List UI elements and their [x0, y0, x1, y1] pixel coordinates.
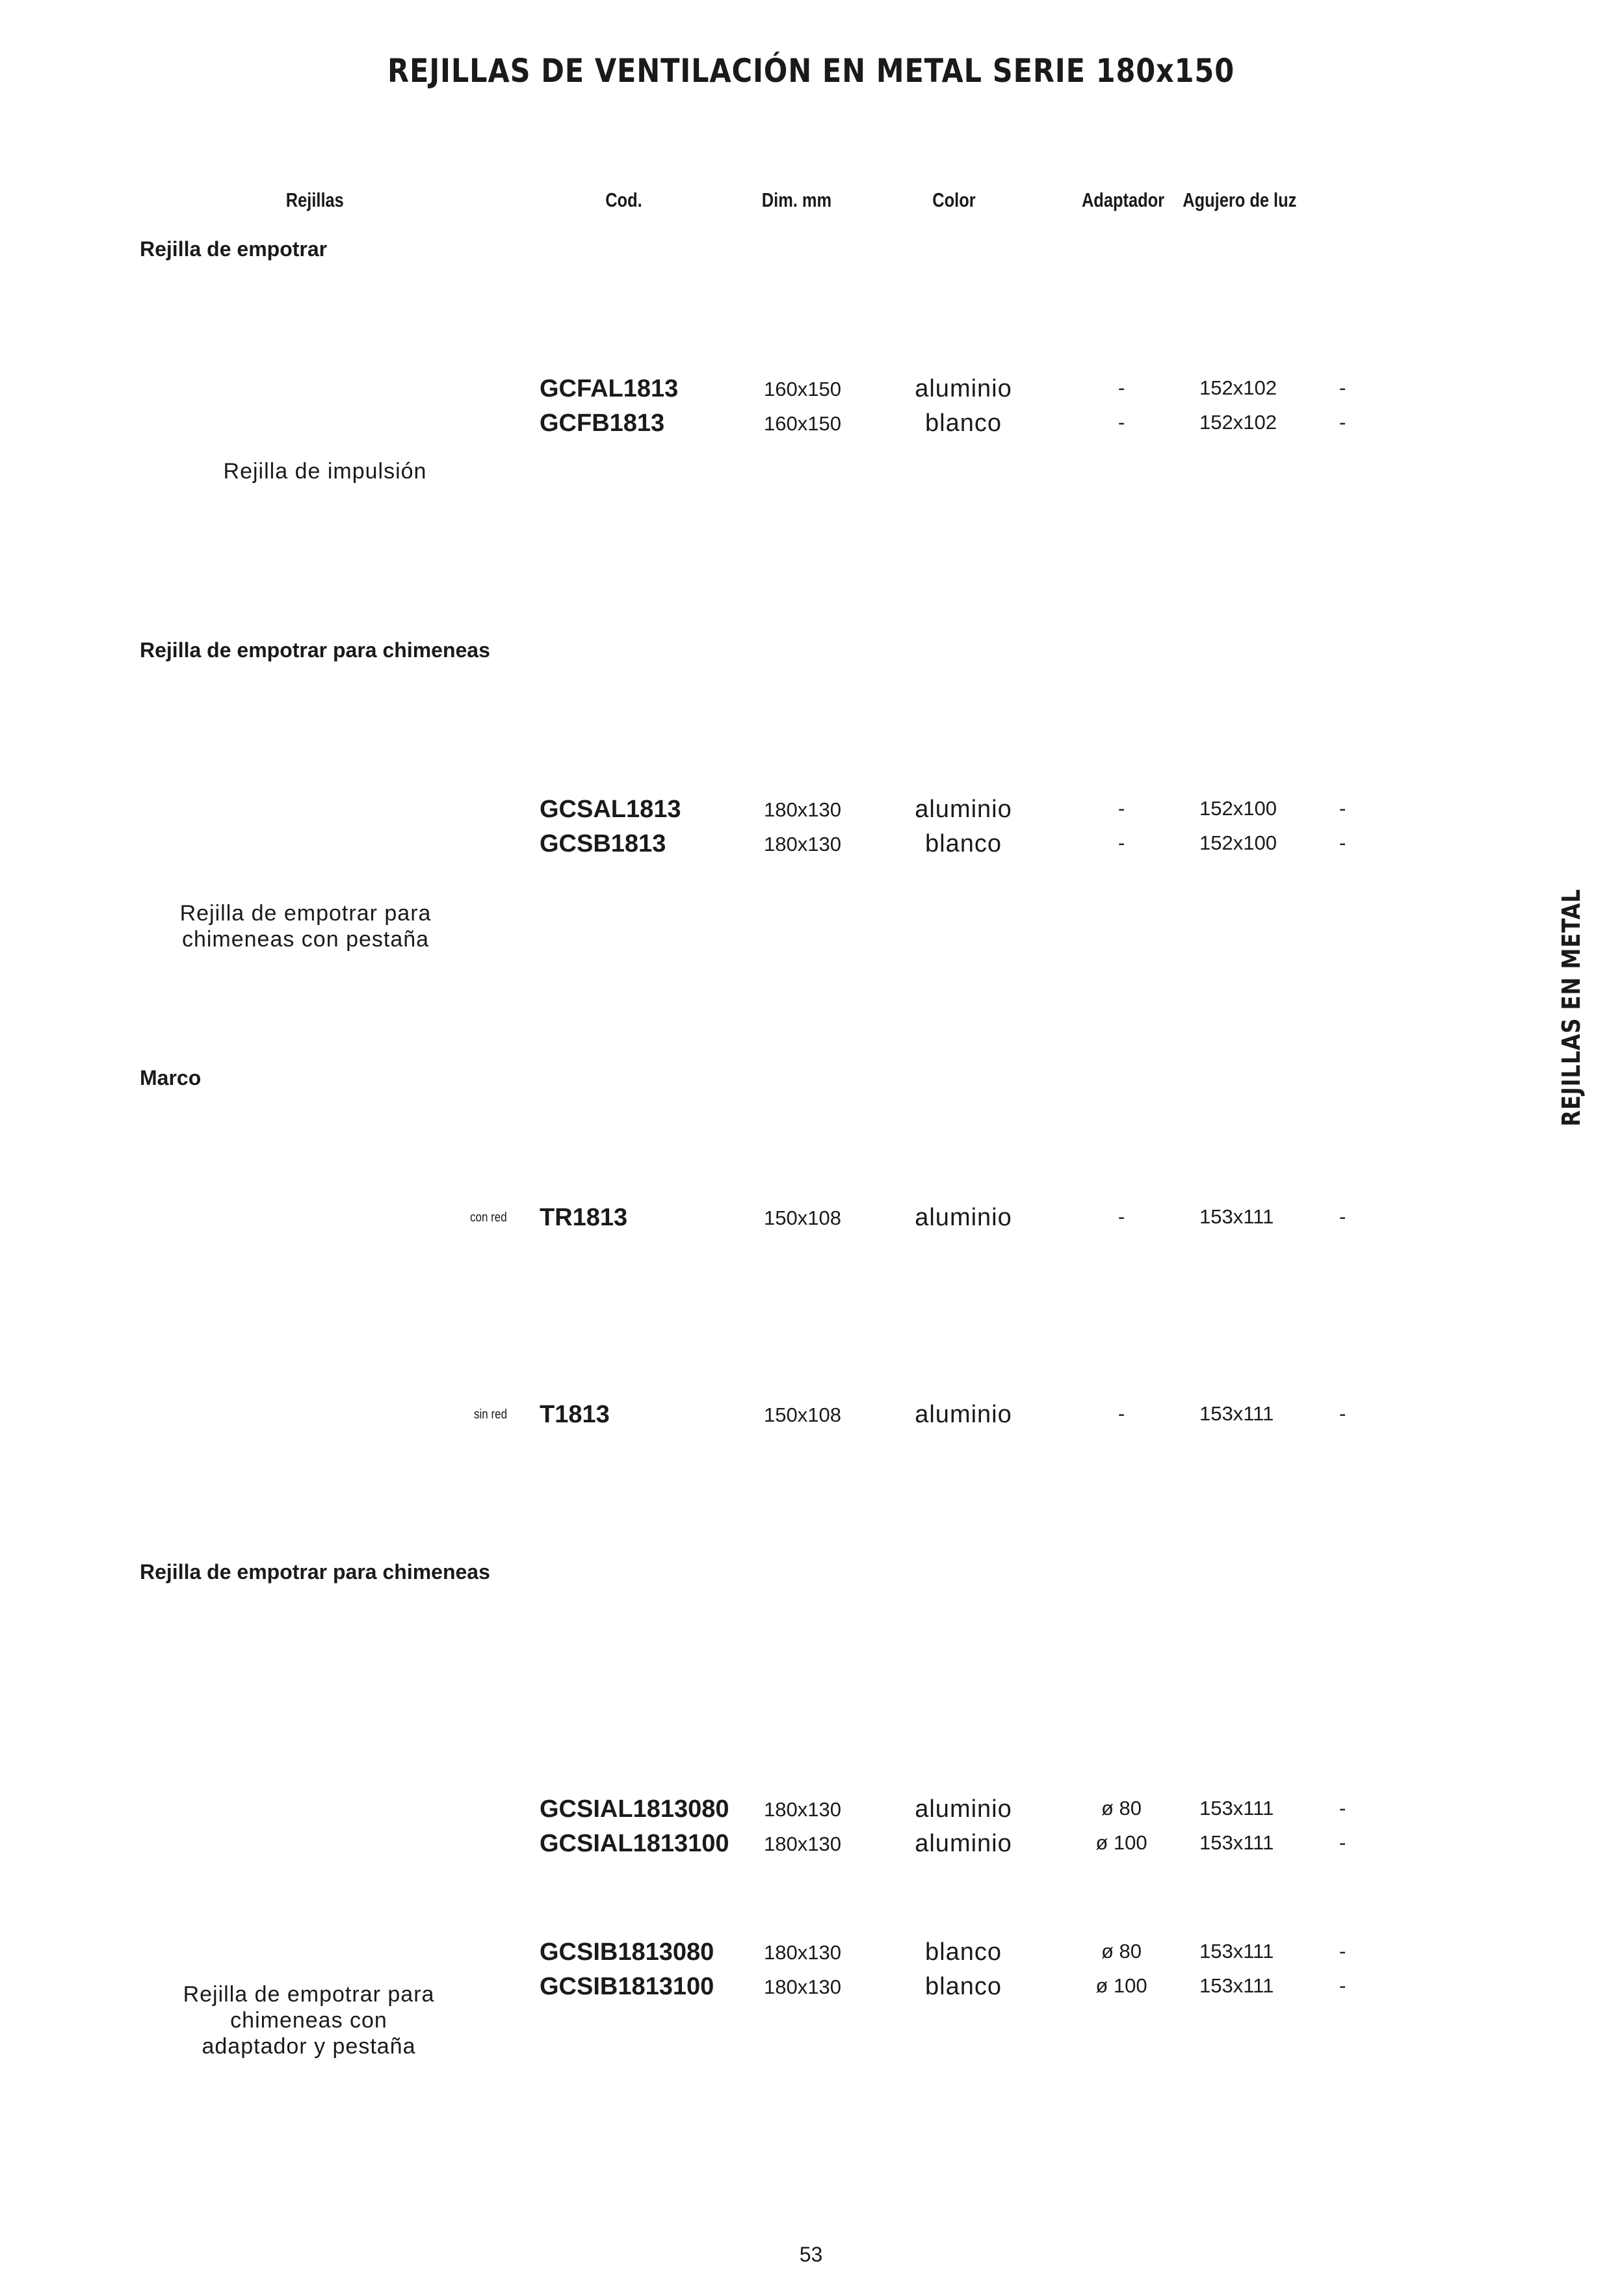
adapter-value: - [1118, 411, 1125, 434]
variant-note: sin red [473, 1407, 507, 1422]
extra-value: - [1339, 1974, 1346, 1997]
page-title: REJILLAS DE VENTILACIÓN EN METAL SERIE 180x150 [387, 52, 1235, 90]
adapter-value: - [1118, 1402, 1125, 1425]
extra-value: - [1339, 1831, 1346, 1854]
product-code: GCSAL1813 [540, 796, 681, 823]
color-value: aluminio [915, 1795, 1012, 1823]
product-code: GCSIAL1813100 [540, 1830, 729, 1857]
hole-size: 152x102 [1199, 376, 1277, 399]
adapter-value: ø 100 [1095, 1974, 1147, 1997]
hole-size: 153x111 [1199, 1831, 1274, 1854]
product-code: TR1813 [540, 1204, 628, 1231]
adapter-value: - [1118, 797, 1125, 820]
product-caption: Rejilla de impulsión [223, 459, 427, 484]
color-value: blanco [925, 410, 1002, 437]
extra-value: - [1339, 411, 1346, 434]
hole-size: 152x102 [1199, 411, 1277, 434]
dimension: 150x108 [764, 1207, 841, 1229]
product-caption: Rejilla de empotrar para chimeneas con adaptador y pestaña [183, 1982, 435, 2059]
color-value: blanco [925, 830, 1002, 857]
hole-size: 153x111 [1199, 1205, 1274, 1228]
dimension: 180x130 [764, 1941, 841, 1964]
product-code: GCFB1813 [540, 410, 665, 437]
hole-size: 153x111 [1199, 1940, 1274, 1963]
header-agujero: Agujero de luz [1183, 189, 1297, 211]
adapter-value: - [1118, 831, 1125, 854]
dimension: 150x108 [764, 1403, 841, 1426]
product-code: GCSIAL1813080 [540, 1795, 729, 1823]
hole-size: 153x111 [1199, 1974, 1274, 1997]
dimension: 180x130 [764, 1976, 841, 1998]
side-tab-label: REJILLAS EN METAL [1557, 889, 1586, 1127]
extra-value: - [1339, 1940, 1346, 1963]
product-code: GCFAL1813 [540, 375, 679, 402]
dimension: 180x130 [764, 798, 841, 821]
color-value: aluminio [915, 1830, 1012, 1857]
dimension: 180x130 [764, 1798, 841, 1821]
product-code: T1813 [540, 1401, 610, 1428]
header-rejillas: Rejillas [285, 189, 344, 211]
extra-value: - [1339, 1402, 1346, 1425]
header-cod: Cod. [605, 189, 642, 211]
section-heading: Rejilla de empotrar para chimeneas [140, 1560, 490, 1584]
dimension: 180x130 [764, 1833, 841, 1855]
variant-note: con red [470, 1210, 507, 1225]
color-value: blanco [925, 1973, 1002, 2000]
hole-size: 153x111 [1199, 1797, 1274, 1820]
header-adaptador: Adaptador [1081, 189, 1165, 211]
section-heading: Rejilla de empotrar [140, 237, 328, 261]
section-heading: Marco [140, 1066, 202, 1089]
header-color: Color [932, 189, 976, 211]
header-dim: Dim. mm [761, 189, 832, 211]
adapter-value: ø 80 [1101, 1940, 1142, 1963]
hole-size: 152x100 [1199, 831, 1277, 854]
dimension: 160x150 [764, 378, 841, 400]
hole-size: 153x111 [1199, 1402, 1274, 1425]
adapter-value: - [1118, 376, 1125, 399]
product-code: GCSB1813 [540, 830, 666, 857]
extra-value: - [1339, 797, 1346, 820]
section-heading: Rejilla de empotrar para chimeneas [140, 638, 490, 662]
adapter-value: - [1118, 1205, 1125, 1228]
color-value: aluminio [915, 1204, 1012, 1231]
product-caption: Rejilla de empotrar para chimeneas con pestaña [179, 901, 432, 952]
hole-size: 152x100 [1199, 797, 1277, 820]
dimension: 180x130 [764, 833, 841, 855]
extra-value: - [1339, 1205, 1346, 1228]
color-value: blanco [925, 1938, 1002, 1966]
extra-value: - [1339, 376, 1346, 399]
color-value: aluminio [915, 796, 1012, 823]
color-value: aluminio [915, 1401, 1012, 1428]
color-value: aluminio [915, 375, 1012, 402]
adapter-value: ø 100 [1095, 1831, 1147, 1854]
page-number: 53 [799, 2243, 823, 2266]
product-code: GCSIB1813080 [540, 1938, 714, 1966]
adapter-value: ø 80 [1101, 1797, 1142, 1820]
dimension: 160x150 [764, 412, 841, 435]
extra-value: - [1339, 1797, 1346, 1820]
product-code: GCSIB1813100 [540, 1973, 714, 2000]
extra-value: - [1339, 831, 1346, 854]
